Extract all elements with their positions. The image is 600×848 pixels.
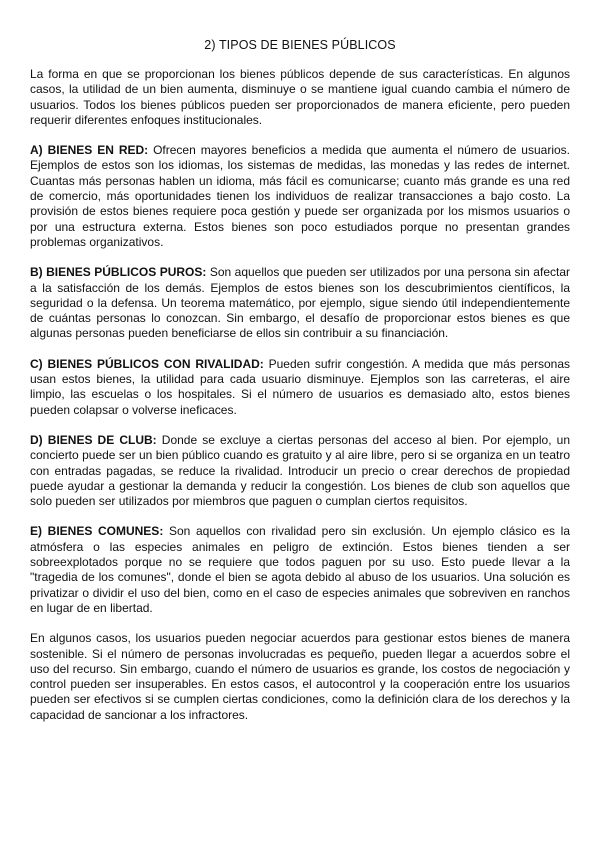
section-d-heading: D) BIENES DE CLUB: — [30, 432, 157, 447]
section-c-paragraph — [30, 357, 570, 418]
section-e-text: Son aquellos con rivalidad pero sin exclusión. Un ejemplo clásico es la atmósfera o las especies animales en peligro de extinción. Estos bienes tienden a ser sobreexplotados porque no se requiere que todos paguen por su uso. Esto puede llevar a la "tragedia de los comunes", donde el bien se agota debido al abuso de los usuarios. Una solución es privatizar o dividir el uso del bien, como en el caso de especies animales que sobreviven en ranchos en lugar de en libertad. — [30, 524, 570, 615]
section-c-text: Pueden sufrir congestión. A medida que más personas usan estos bienes, la utilidad para cada usuario disminuye. Ejemplos son las carreteras, el aire limpio, las escuelas o los hospitales. Si el número de usuarios es demasiado alto, estos bienes pueden colapsar o volverse ineficaces. — [30, 356, 570, 417]
section-e-paragraph — [30, 524, 570, 616]
section-d-paragraph — [30, 433, 570, 509]
section-a-paragraph — [30, 143, 570, 250]
page-title: 2) TIPOS DE BIENES PÚBLICOS — [204, 38, 396, 52]
section-b-heading: B) BIENES PÚBLICOS PUROS: — [30, 265, 207, 280]
section-e-heading: E) BIENES COMUNES: — [30, 524, 164, 539]
section-b-paragraph — [30, 265, 570, 341]
section-a-text: Ofrecen mayores beneficios a medida que aumenta el número de usuarios. Ejemplos de estos son los idiomas, los sistemas de medidas, las monedas y las redes de internet. Cuantas más personas hablen un idioma, más fácil es comunicarse; cuanto más grande es una red de comercio, más oportunidades tienen los individuos de realizar transacciones a bajo costo. La provisión de estos bienes requiere poca gestión y puede ser organizada por los mismos usuarios o por una estructura externa. Estos bienes son poco estudiados porque no presentan grandes problemas organizativos. — [30, 143, 570, 249]
intro-paragraph: La forma en que se proporcionan los bienes públicos depende de sus características. En algunos casos, la utilidad de un bien aumenta, disminuye o se mantiene igual cuando cambia el número de usuarios. Todos los bienes públicos pueden ser proporcionados de manera eficiente, pero pueden requerir diferentes enfoques institucionales. — [30, 67, 570, 127]
section-a-heading: A) BIENES EN RED: — [30, 143, 149, 158]
section-c-heading: C) BIENES PÚBLICOS CON RIVALIDAD: — [30, 356, 264, 371]
section-d-text: Donde se excluye a ciertas personas del acceso al bien. Por ejemplo, un concierto puede ser un bien público cuando es gratuito y al aire libre, pero si se organiza en un teatro con entradas pagadas, se reduce la rivalidad. Introducir un precio o crear derechos de propiedad puede ayudar a gestionar la demanda y reducir la congestión. Los bienes de club son aquellos que solo pueden ser utilizados por miembros que paguen o cumplan ciertos requisitos. — [30, 432, 570, 509]
section-b-text: Son aquellos que pueden ser utilizados por una persona sin afectar a la satisfacción de los demás. Ejemplos de estos bienes son los descubrimientos científicos, la seguridad o la defensa. Un teorema matemático, por ejemplo, sigue siendo útil independientemente de cuántas personas lo conozcan. Sin embargo, el desafío de proporcionar estos bienes es que algunas personas pueden beneficiarse de ellos sin contribuir a su financiación. — [30, 265, 570, 341]
closing-paragraph: En algunos casos, los usuarios pueden negociar acuerdos para gestionar estos bienes de manera sostenible. Si el número de personas involucradas es pequeño, pueden llegar a acuerdos sobre el uso del recurso. Sin embargo, cuando el número de usuarios es grande, los costos de negociación y control pueden ser insuperables. En estos casos, el autocontrol y la cooperación entre los usuarios pueden ser efectivos si se cumplen ciertas condiciones, como la definición clara de los derechos y la capacidad de sancionar a los infractores. — [30, 631, 570, 722]
